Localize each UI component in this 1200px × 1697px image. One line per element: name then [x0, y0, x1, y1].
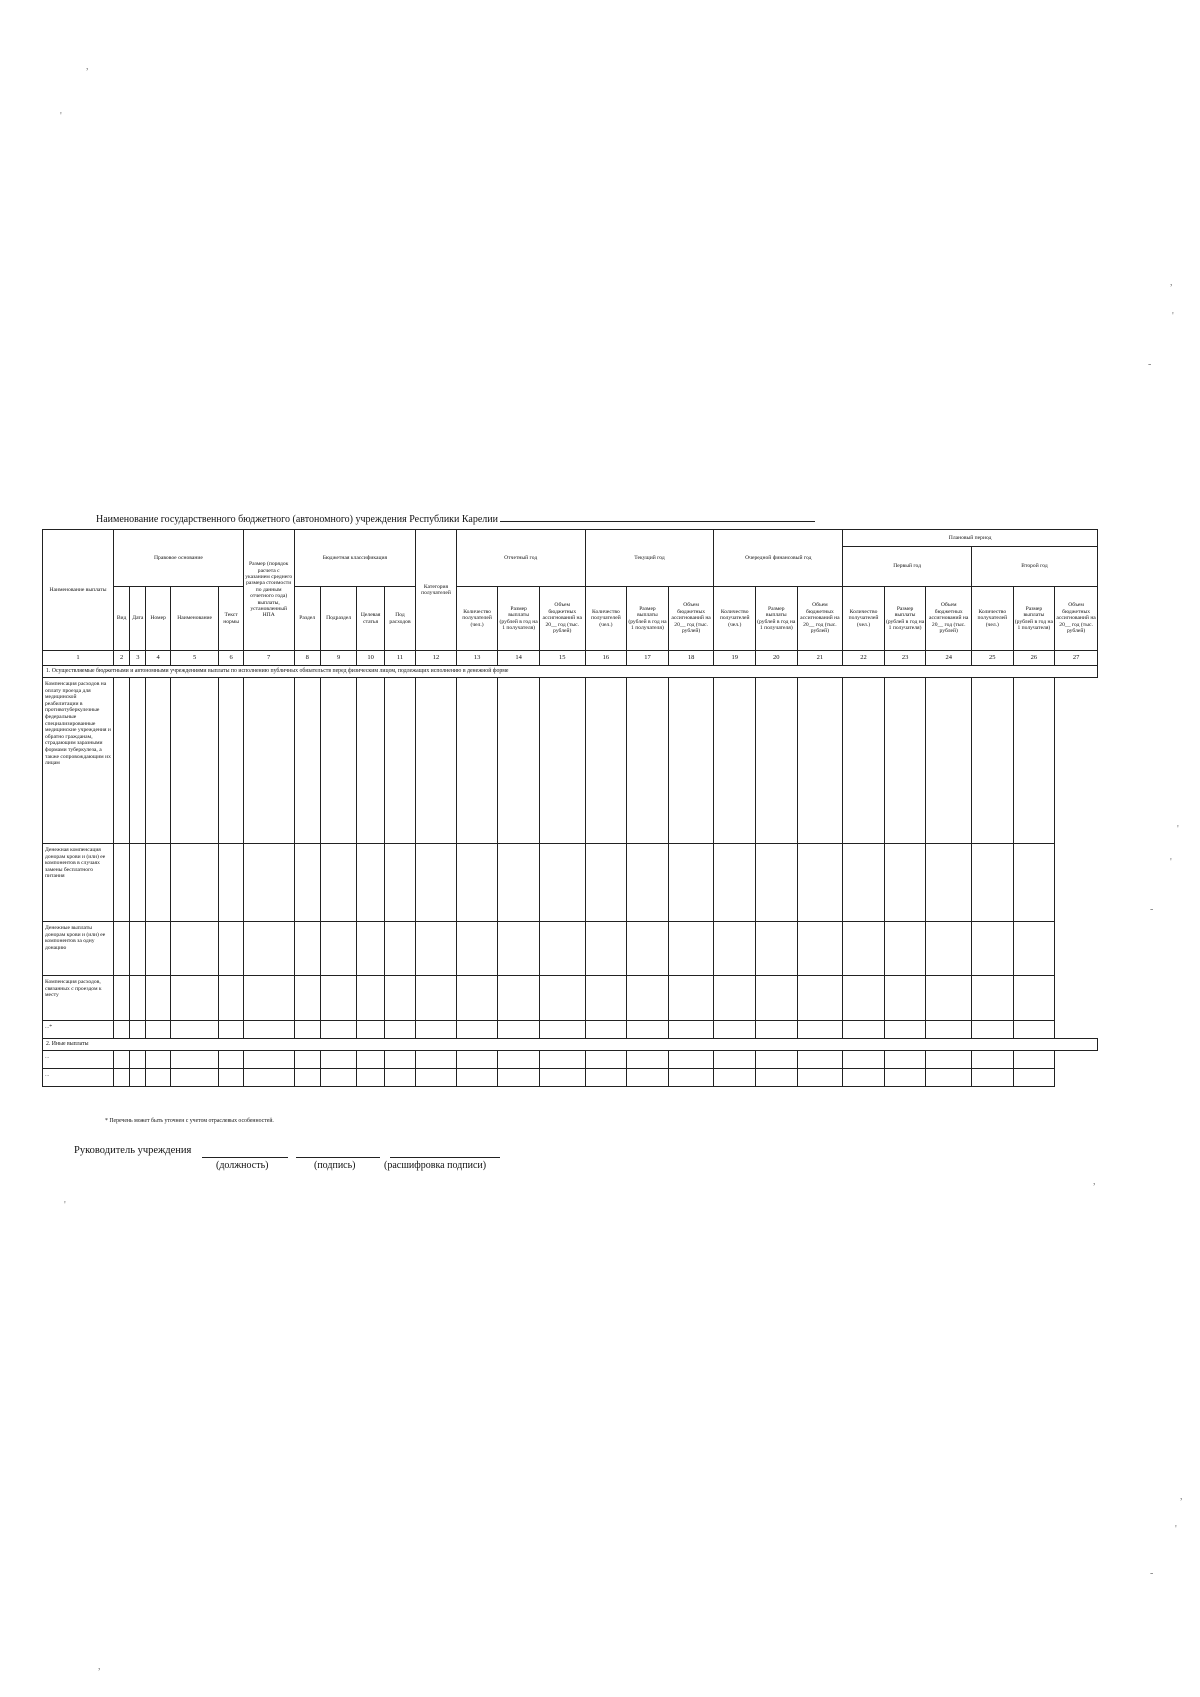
table-cell — [843, 922, 885, 976]
table-cell — [243, 1021, 294, 1039]
table-cell — [756, 1051, 798, 1069]
table-cell — [320, 1051, 357, 1069]
table-cell — [294, 844, 320, 922]
table-cell — [884, 1021, 926, 1039]
table-cell — [926, 1021, 972, 1039]
table-cell — [627, 1021, 669, 1039]
table-cell — [219, 1069, 243, 1087]
row-name: Компенсация расходов, связанных с проездом к месту — [43, 976, 114, 1021]
table-cell — [130, 1021, 146, 1039]
table-cell — [926, 678, 972, 844]
col-header-size: Размер (порядок расчета с указанием среднего размера стоимости по данным отчетного года) выплаты, установленный НПА — [243, 530, 294, 651]
col-header-count: Количество получателей (чел.) — [972, 587, 1014, 651]
col-header-count: Количество получателей (чел.) — [714, 587, 756, 651]
table-cell — [585, 922, 627, 976]
scan-mark: - — [1148, 359, 1152, 370]
table-cell — [884, 844, 926, 922]
table-cell — [972, 1021, 1014, 1039]
signature-block — [74, 1145, 594, 1179]
table-cell — [627, 1051, 669, 1069]
table-cell — [797, 678, 843, 844]
table-cell — [130, 922, 146, 976]
table-cell — [243, 844, 294, 922]
col-header-subsection: Подраздел — [320, 587, 357, 651]
table-cell — [714, 678, 756, 844]
position-caption: (должность) — [216, 1160, 269, 1171]
table-cell — [219, 844, 243, 922]
table-cell — [972, 1069, 1014, 1087]
column-number: 11 — [384, 651, 415, 666]
scan-mark: , — [1170, 277, 1173, 288]
scan-mark: ' — [1170, 857, 1172, 868]
column-number: 8 — [294, 651, 320, 666]
table-cell — [926, 976, 972, 1021]
table-cell — [714, 1051, 756, 1069]
table-cell — [884, 1051, 926, 1069]
table-cell — [585, 678, 627, 844]
table-cell — [146, 1051, 170, 1069]
table-cell — [714, 922, 756, 976]
table-row — [43, 1069, 1098, 1087]
table-cell — [498, 844, 540, 922]
table-cell — [1013, 976, 1055, 1021]
column-number: 21 — [797, 651, 843, 666]
table-cell — [416, 678, 457, 844]
table-cell — [219, 678, 243, 844]
table-cell — [170, 1021, 219, 1039]
table-cell — [756, 1069, 798, 1087]
table-cell — [843, 1021, 885, 1039]
column-number: 22 — [843, 651, 885, 666]
table-cell — [114, 678, 130, 844]
table-cell — [130, 678, 146, 844]
table-cell — [972, 678, 1014, 844]
signature-line — [296, 1157, 380, 1158]
table-cell — [585, 1021, 627, 1039]
table-cell — [972, 976, 1014, 1021]
table-row — [43, 1021, 1098, 1039]
table-cell — [416, 1051, 457, 1069]
table-cell — [294, 1069, 320, 1087]
column-number: 5 — [170, 651, 219, 666]
column-number: 20 — [756, 651, 798, 666]
col-header-plan-period: Плановый период — [843, 530, 1098, 547]
table-cell — [146, 922, 170, 976]
scan-mark: - — [1150, 1568, 1154, 1579]
column-number-row — [43, 651, 1098, 666]
table-cell — [756, 922, 798, 976]
table-cell — [416, 1021, 457, 1039]
table-cell — [146, 976, 170, 1021]
table-cell — [114, 1069, 130, 1087]
col-header-payment-name: Наименование выплаты — [43, 530, 114, 651]
table-cell — [243, 976, 294, 1021]
table-cell — [585, 976, 627, 1021]
scan-mark: , — [1093, 1176, 1096, 1187]
column-number: 15 — [539, 651, 585, 666]
table-cell — [797, 1069, 843, 1087]
col-header-count: Количество получателей (чел.) — [456, 587, 498, 651]
column-number: 13 — [456, 651, 498, 666]
table-cell — [539, 678, 585, 844]
column-number: 6 — [219, 651, 243, 666]
table-cell — [170, 1069, 219, 1087]
table-cell — [130, 1051, 146, 1069]
table-cell — [357, 1069, 384, 1087]
table-cell — [843, 1051, 885, 1069]
column-number: 2 — [114, 651, 130, 666]
table-cell — [539, 922, 585, 976]
table-cell — [498, 1069, 540, 1087]
column-number: 18 — [668, 651, 714, 666]
col-header-payment-size: Размер выплаты (рублей в год на 1 получателя) — [1013, 587, 1055, 651]
table-cell — [843, 1069, 885, 1087]
scan-mark: ' — [1172, 311, 1174, 322]
col-header-payment-size: Размер выплаты (рублей в год на 1 получателя) — [627, 587, 669, 651]
column-number: 7 — [243, 651, 294, 666]
table-cell — [114, 844, 130, 922]
table-cell — [539, 1021, 585, 1039]
table-cell — [357, 678, 384, 844]
table-cell — [926, 922, 972, 976]
table-cell — [498, 678, 540, 844]
scan-mark: ' — [60, 111, 62, 122]
table-cell — [384, 1051, 415, 1069]
table-cell — [972, 922, 1014, 976]
table-cell — [416, 922, 457, 976]
table-cell — [357, 976, 384, 1021]
table-cell — [456, 922, 498, 976]
col-header-expense-type: Под расходов — [384, 587, 415, 651]
table-cell — [114, 1021, 130, 1039]
table-cell — [146, 844, 170, 922]
section-heading: 1. Осуществляемые бюджетными и автономными учреждениями выплаты по исполнению публичных обязательств перед физическим лицом, подлежащих исполнению в денежной форме — [43, 666, 1098, 678]
table-cell — [756, 1021, 798, 1039]
table-cell — [114, 976, 130, 1021]
table-row — [43, 976, 1098, 1021]
table-cell — [146, 1021, 170, 1039]
table-cell — [219, 1051, 243, 1069]
table-cell — [170, 678, 219, 844]
column-number: 23 — [884, 651, 926, 666]
scan-mark: , — [86, 61, 89, 72]
table-cell — [926, 1051, 972, 1069]
col-header-payment-size: Размер выплаты (рублей в год на 1 получателя) — [498, 587, 540, 651]
signature-label: Руководитель учреждения — [74, 1145, 192, 1156]
table-cell — [585, 1051, 627, 1069]
table-row — [43, 922, 1098, 976]
form-title-text: Наименование государственного бюджетного (автономного) учреждения Республики Карелии — [96, 514, 498, 525]
table-cell — [243, 922, 294, 976]
form-title — [96, 511, 815, 525]
table-cell — [456, 1021, 498, 1039]
column-number: 10 — [357, 651, 384, 666]
table-cell — [320, 1069, 357, 1087]
signature-decode-caption: (расшифровка подписи) — [384, 1160, 487, 1171]
row-name: Компенсация расходов на оплату проезда для медицинской реабилитации в противотуберкулезные федеральные специализированные медицинские учреждения и обратно гражданам, страдающим заразными формами туберкулеза, а также сопровождающим их лицам — [43, 678, 114, 844]
table-cell — [668, 1069, 714, 1087]
table-cell — [585, 844, 627, 922]
table-cell — [668, 678, 714, 844]
col-header-doc-name: Наименование — [170, 587, 219, 651]
col-header-volume: Объем бюджетных ассигнований на 20__ год (тыс. рублей) — [926, 587, 972, 651]
col-header-date: Дата — [130, 587, 146, 651]
table-cell — [627, 922, 669, 976]
row-name: Денежная компенсация донорам крови и (или) ее компонентов в случаях замены бесплатного питания — [43, 844, 114, 922]
table-cell — [130, 976, 146, 1021]
table-cell — [668, 844, 714, 922]
col-header-payment-size: Размер выплаты (рублей в год на 1 получателя) — [756, 587, 798, 651]
section-heading: 2. Иные выплаты — [43, 1039, 1098, 1051]
row-name: ...* — [43, 1021, 114, 1039]
table-cell — [243, 1069, 294, 1087]
column-number: 25 — [972, 651, 1014, 666]
column-number: 9 — [320, 651, 357, 666]
table-cell — [357, 1021, 384, 1039]
table-cell — [539, 1069, 585, 1087]
table-cell — [243, 1051, 294, 1069]
table-cell — [320, 844, 357, 922]
table-cell — [243, 678, 294, 844]
table-cell — [585, 1069, 627, 1087]
table-cell — [416, 1069, 457, 1087]
table-cell — [714, 1069, 756, 1087]
table-cell — [926, 1069, 972, 1087]
col-header-volume: Объем бюджетных ассигнований на 20__ год (тыс. рублей) — [797, 587, 843, 651]
table-cell — [170, 844, 219, 922]
column-number: 19 — [714, 651, 756, 666]
col-header-count: Количество получателей (чел.) — [585, 587, 627, 651]
table-cell — [456, 1051, 498, 1069]
table-cell — [972, 844, 1014, 922]
scan-mark: , — [98, 1661, 101, 1672]
table-cell — [114, 1051, 130, 1069]
table-cell — [1013, 1021, 1055, 1039]
table-cell — [456, 844, 498, 922]
col-header-legal-basis: Правовое основание — [114, 530, 244, 587]
table-cell — [756, 844, 798, 922]
column-number: 4 — [146, 651, 170, 666]
col-header-volume: Объем бюджетных ассигнований на 20__ год (тыс. рублей) — [668, 587, 714, 651]
table-row — [43, 1051, 1098, 1069]
table-cell — [926, 844, 972, 922]
table-cell — [320, 1021, 357, 1039]
table-cell — [1013, 844, 1055, 922]
table-cell — [539, 844, 585, 922]
table-cell — [498, 1021, 540, 1039]
scan-mark: - — [1150, 904, 1154, 915]
col-header-payment-size: Размер выплаты (рублей в год на 1 получателя) — [884, 587, 926, 651]
table-cell — [1013, 922, 1055, 976]
table-cell — [756, 678, 798, 844]
table-cell — [384, 1021, 415, 1039]
column-number: 3 — [130, 651, 146, 666]
table-cell — [456, 678, 498, 844]
table-cell — [170, 1051, 219, 1069]
table-cell — [170, 922, 219, 976]
col-header-target-article: Целевая статья — [357, 587, 384, 651]
table-row — [43, 844, 1098, 922]
col-header-current-year: Текущий год — [585, 530, 714, 587]
column-number: 27 — [1055, 651, 1098, 666]
table-cell — [884, 922, 926, 976]
table-cell — [668, 1051, 714, 1069]
budget-obligations-table — [42, 529, 1098, 1087]
table-cell — [130, 1069, 146, 1087]
table-cell — [797, 844, 843, 922]
table-cell — [294, 1051, 320, 1069]
table-cell — [627, 844, 669, 922]
scan-mark: ' — [64, 1200, 66, 1211]
institution-name-blank — [500, 511, 815, 522]
table-cell — [498, 922, 540, 976]
table-cell — [384, 922, 415, 976]
table-row — [43, 678, 1098, 844]
col-header-first-year: Первый год — [843, 547, 972, 587]
column-number: 24 — [926, 651, 972, 666]
table-cell — [384, 844, 415, 922]
column-number: 26 — [1013, 651, 1055, 666]
table-cell — [1013, 1051, 1055, 1069]
table-cell — [1013, 1069, 1055, 1087]
table-cell — [797, 1051, 843, 1069]
table-cell — [797, 976, 843, 1021]
table-cell — [384, 678, 415, 844]
table-cell — [797, 922, 843, 976]
table-cell — [416, 844, 457, 922]
scan-mark: ' — [1177, 824, 1179, 835]
table-cell — [714, 976, 756, 1021]
col-header-section: Раздел — [294, 587, 320, 651]
table-cell — [843, 844, 885, 922]
column-number: 16 — [585, 651, 627, 666]
table-cell — [797, 1021, 843, 1039]
table-cell — [146, 678, 170, 844]
table-cell — [219, 1021, 243, 1039]
column-number: 1 — [43, 651, 114, 666]
table-cell — [320, 678, 357, 844]
table-cell — [884, 1069, 926, 1087]
table-cell — [714, 1021, 756, 1039]
row-name: Денежные выплаты донорам крови и (или) ее компонентов за одну донацию — [43, 922, 114, 976]
table-cell — [456, 976, 498, 1021]
col-header-second-year: Второй год — [972, 547, 1098, 587]
table-cell — [357, 922, 384, 976]
table-cell — [456, 1069, 498, 1087]
table-cell — [843, 976, 885, 1021]
col-header-next-year: Очередной финансовый год — [714, 530, 843, 587]
row-name: ... — [43, 1069, 114, 1087]
signature-decode-line — [390, 1157, 500, 1158]
table-cell — [146, 1069, 170, 1087]
table-cell — [219, 976, 243, 1021]
table-cell — [320, 976, 357, 1021]
table-cell — [357, 1051, 384, 1069]
col-header-type: Вид — [114, 587, 130, 651]
table-cell — [130, 844, 146, 922]
column-number: 12 — [416, 651, 457, 666]
table-cell — [972, 1051, 1014, 1069]
footnote: * Перечень может быть уточнен с учетом отраслевых особенностей. — [105, 1118, 274, 1124]
table-cell — [714, 844, 756, 922]
col-header-norm-text: Текст нормы — [219, 587, 243, 651]
table-cell — [498, 976, 540, 1021]
table-cell — [627, 1069, 669, 1087]
table-cell — [1013, 678, 1055, 844]
column-number: 14 — [498, 651, 540, 666]
scan-mark: , — [1180, 1491, 1183, 1502]
table-cell — [884, 976, 926, 1021]
col-header-number: Номер — [146, 587, 170, 651]
col-header-reporting-year: Отчетный год — [456, 530, 585, 587]
table-cell — [539, 976, 585, 1021]
table-cell — [668, 922, 714, 976]
col-header-category: Категория получателей — [416, 530, 457, 651]
scan-mark: ' — [1175, 1524, 1177, 1535]
table-cell — [539, 1051, 585, 1069]
table-cell — [170, 976, 219, 1021]
row-name: ... — [43, 1051, 114, 1069]
table-cell — [320, 922, 357, 976]
table-cell — [294, 976, 320, 1021]
column-number: 17 — [627, 651, 669, 666]
table-cell — [294, 922, 320, 976]
position-line — [202, 1157, 288, 1158]
col-header-volume: Объем бюджетных ассигнований на 20__ год (тыс. рублей) — [539, 587, 585, 651]
col-header-budget-class: Бюджетная классификация — [294, 530, 416, 587]
table-cell — [884, 678, 926, 844]
table-cell — [357, 844, 384, 922]
table-cell — [416, 976, 457, 1021]
table-cell — [756, 976, 798, 1021]
table-cell — [384, 976, 415, 1021]
table-cell — [384, 1069, 415, 1087]
table-cell — [219, 922, 243, 976]
col-header-volume: Объем бюджетных ассигнований на 20__ год (тыс. рублей) — [1055, 587, 1098, 651]
signature-caption: (подпись) — [314, 1160, 356, 1171]
table-cell — [668, 1021, 714, 1039]
table-cell — [843, 678, 885, 844]
table-cell — [294, 678, 320, 844]
table-cell — [294, 1021, 320, 1039]
table-cell — [498, 1051, 540, 1069]
col-header-count: Количество получателей (чел.) — [843, 587, 885, 651]
table-cell — [627, 678, 669, 844]
table-cell — [114, 922, 130, 976]
table-cell — [668, 976, 714, 1021]
table-cell — [627, 976, 669, 1021]
